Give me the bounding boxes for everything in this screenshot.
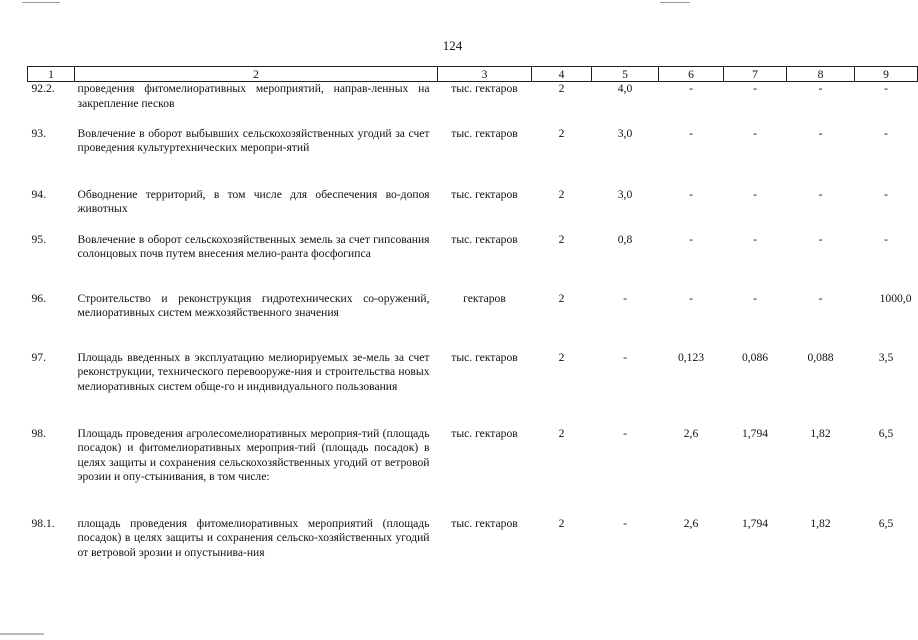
row-col4: 2 (558, 187, 565, 201)
row-col7: - (753, 187, 757, 201)
row-description: Площадь проведения агролесомелиоративных мероприя-тий (площадь посадок) и фитомелиоративных мероприя-тий (площадь посадок) в целях защиты и сохранения сельскохозяйственных угодий от ветровой эрозии и опу-стынивания, в том числе: (77, 426, 430, 483)
row-col7: 1,794 (741, 426, 769, 440)
table-row (28, 292, 918, 351)
row-col6: 2,6 (683, 426, 699, 440)
column-header-2: 2 (75, 67, 438, 82)
column-header-1: 1 (28, 67, 75, 82)
row-col8: - (818, 291, 823, 305)
row-col8: - (818, 82, 823, 95)
row-unit: тыс. гектаров (451, 82, 518, 95)
row-number: 98. (31, 426, 46, 440)
row-description: Строительство и реконструкция гидротехнических со-оружений, мелиоративных систем межхозяйственного значения (77, 291, 430, 319)
row-number: 95. (31, 232, 46, 246)
table-row (28, 127, 918, 188)
row-col6: - (689, 291, 693, 305)
row-col6: - (689, 187, 693, 201)
table-row (28, 351, 918, 427)
indicators-table (27, 66, 918, 579)
row-col9: - (884, 82, 888, 95)
column-header-9: 9 (855, 67, 918, 82)
row-col4: 2 (558, 82, 565, 95)
row-description: площадь проведения фитомелиоративных мероприятий (площадь посадок) в целях защиты и сохранения сельско-хозяйственных угодий от ветровой эрозии и опустынива-ния (77, 516, 430, 559)
row-number: 93. (31, 126, 46, 140)
column-header-5: 5 (592, 67, 659, 82)
row-unit: тыс. гектаров (451, 126, 518, 140)
table-row (28, 427, 918, 517)
row-col5: - (623, 291, 627, 305)
column-header-3: 3 (438, 67, 532, 82)
row-unit: гектаров (463, 291, 506, 305)
row-col9: - (884, 187, 888, 201)
table-row (28, 233, 918, 292)
row-col5: 4,0 (617, 82, 633, 95)
table-row (28, 82, 918, 127)
row-col5: 3,0 (617, 126, 633, 140)
row-col5: - (623, 516, 627, 530)
row-description: Вовлечение в оборот выбывших сельскохозяйственных угодий за счет проведения культуртехнических меропри-ятий (77, 126, 430, 154)
row-number: 92.2. (31, 82, 55, 95)
row-col6: - (689, 82, 693, 95)
row-col8: - (818, 232, 823, 246)
row-col4: 2 (558, 350, 565, 364)
row-col7: 1,794 (741, 516, 769, 530)
row-col5: - (623, 350, 627, 364)
row-col9: - (884, 232, 888, 246)
row-col8: - (818, 126, 823, 140)
row-number: 97. (31, 350, 46, 364)
row-col8: - (818, 187, 823, 201)
row-col6: - (689, 126, 693, 140)
row-col4: 2 (558, 516, 565, 530)
row-description: Обводнение территорий, в том числе для обеспечения во-допоя животных (77, 187, 430, 215)
row-unit: тыс. гектаров (451, 232, 518, 246)
row-col7: 0,086 (741, 350, 769, 364)
row-col5: 3,0 (617, 187, 633, 201)
row-description: Площадь введенных в эксплуатацию мелиорируемых зе-мель за счет реконструкции, технического перевооруже-ния и строительства новых мелиоративных систем обще-го и индивидуального пользования (77, 350, 430, 393)
row-col7: - (753, 232, 757, 246)
row-col8: 1,82 (810, 516, 831, 530)
row-col4: 2 (558, 291, 565, 305)
page-number: 124 (442, 38, 463, 53)
row-number: 94. (31, 187, 46, 201)
row-unit: тыс. гектаров (451, 426, 518, 440)
column-header-7: 7 (724, 67, 787, 82)
column-header-4: 4 (532, 67, 592, 82)
row-col4: 2 (558, 126, 565, 140)
row-col5: - (623, 426, 627, 440)
row-col7: - (753, 126, 757, 140)
row-unit: тыс. гектаров (451, 516, 518, 530)
header-row (28, 67, 918, 82)
row-col9: 6,5 (878, 426, 894, 440)
row-col4: 2 (558, 232, 565, 246)
row-unit: тыс. гектаров (451, 350, 518, 364)
row-col6: 0,123 (677, 350, 705, 364)
scan-mark-bottom-left (0, 633, 44, 635)
row-col7: - (753, 82, 757, 95)
column-header-8: 8 (787, 67, 855, 82)
row-col6: - (689, 232, 693, 246)
row-col9: 1000,0 (879, 291, 912, 305)
row-number: 96. (31, 291, 46, 305)
scan-mark-top-right (660, 2, 690, 3)
row-description: Вовлечение в оборот сельскохозяйственных земель за счет гипсования солонцовых почв путем внесения мелио-ранта фосфогипса (77, 232, 430, 260)
row-unit: тыс. гектаров (451, 187, 518, 201)
row-col5: 0,8 (617, 232, 633, 246)
row-col4: 2 (558, 426, 565, 440)
table-row (28, 188, 918, 233)
column-header-6: 6 (659, 67, 724, 82)
row-col9: 6,5 (878, 516, 894, 530)
row-number: 98.1. (31, 516, 55, 530)
row-col9: 3,5 (878, 350, 894, 364)
scan-mark-top-left (22, 2, 60, 3)
row-col8: 1,82 (810, 426, 831, 440)
row-col7: - (753, 291, 757, 305)
row-description: проведения фитомелиоративных мероприятий, направ-ленных на закрепление песков (77, 82, 430, 110)
row-col8: 0,088 (807, 350, 834, 364)
row-col6: 2,6 (683, 516, 699, 530)
table-row (28, 517, 918, 579)
row-col9: - (884, 126, 888, 140)
